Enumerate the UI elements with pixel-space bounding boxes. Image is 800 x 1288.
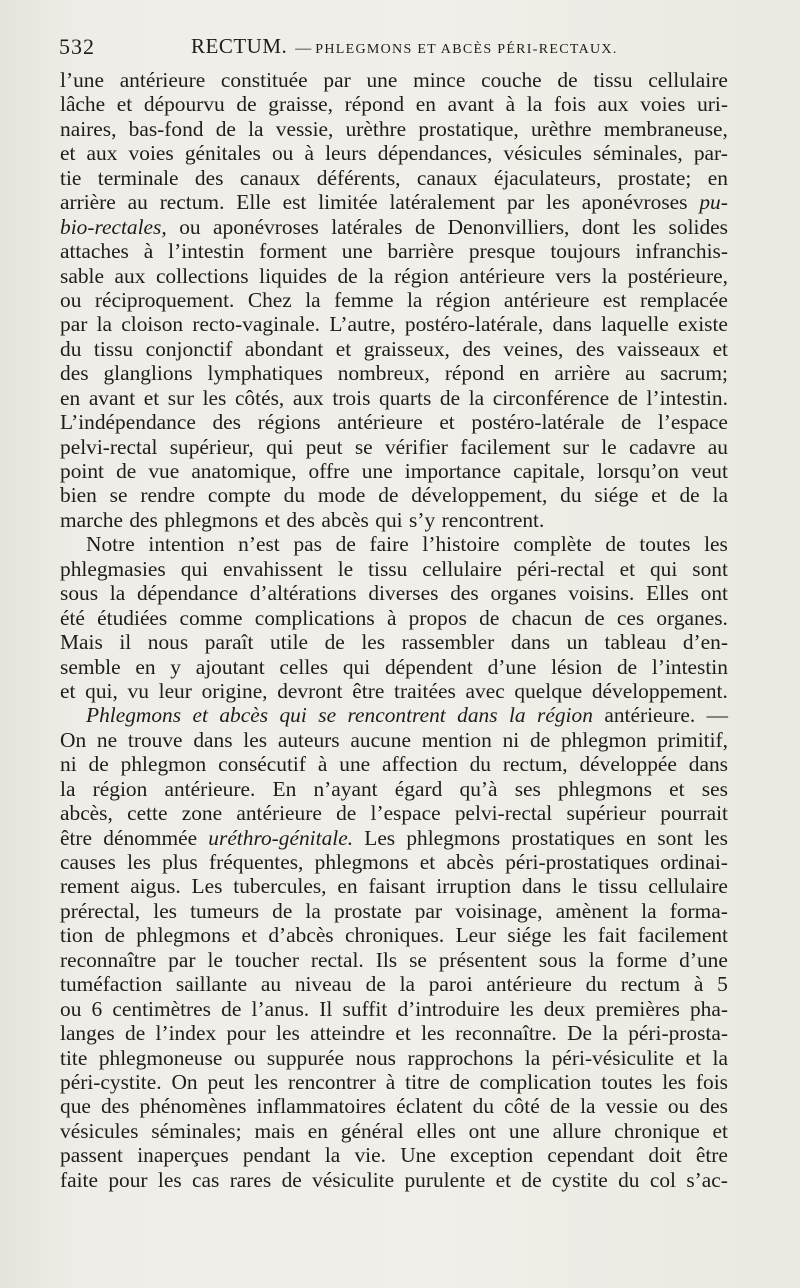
text-line: sous la dépendance d’altérations diverses des organes voisins. Elles ont	[60, 581, 728, 606]
text-line: tie terminale des canaux déférents, canaux éjaculateurs, prostate; en	[60, 165, 728, 190]
text-line: reconnaître par le toucher rectal. Ils se présentent sous la forme d’une	[60, 947, 728, 972]
text-line: tuméfaction saillante au niveau de la paroi antérieure du rectum à 5	[60, 972, 728, 997]
text-line: être dénommée uréthro-génitale. Les phlegmons prostatiques en sont les	[60, 825, 728, 850]
text-line: L’indépendance des régions antérieure et postéro-latérale de l’espace	[60, 410, 728, 435]
text-line: et aux voies génitales ou à leurs dépendances, vésicules séminales, par-	[60, 141, 728, 166]
text-line: Phlegmons et abcès qui se rencontrent dans la région antérieure. —	[86, 703, 728, 728]
text-line: lâche et dépourvu de graisse, répond en avant à la fois aux voies uri-	[60, 92, 728, 117]
text-line: causes les plus fréquentes, phlegmons et abcès péri-prostatiques ordinai-	[60, 850, 728, 874]
text-line: Mais il nous paraît utile de les rassembler dans un tableau d’en-	[60, 630, 728, 655]
text-line: ou réciproquement. Chez la femme la région antérieure est remplacée	[60, 287, 728, 312]
text-line: vésicules séminales; mais en général elles ont une allure chronique et	[60, 1118, 728, 1143]
text-line: été étudiées comme complications à propos de chacun de ces organes.	[60, 605, 728, 630]
body-text	[60, 68, 728, 1192]
text-line: On ne trouve dans les auteurs aucune mention ni de phlegmon primitif,	[60, 727, 728, 752]
text-line: et qui, vu leur origine, devront être traitées avec quelque développement.	[60, 678, 728, 703]
text-line: prérectal, les tumeurs de la prostate par voisinage, amènent la forma-	[60, 898, 728, 923]
running-title	[191, 34, 618, 59]
text-line: péri-cystite. On peut les rencontrer à titre de complication toutes les fois	[60, 1069, 728, 1094]
text-line: pelvi-rectal supérieur, qui peut se vérifier facilement sur le cadavre au	[60, 434, 728, 459]
text-line: rement aigus. Les tubercules, en faisant irruption dans le tissu cellulaire	[60, 874, 728, 899]
text-line: ni de phlegmon consécutif à une affection du rectum, développée dans	[60, 752, 728, 777]
text-line: tite phlegmoneuse ou suppurée nous rapprochons la péri-vésiculite et la	[60, 1045, 728, 1070]
text-line: l’une antérieure constituée par une mince couche de tissu cellulaire	[60, 68, 728, 92]
text-line: en avant et sur les côtés, aux trois quarts de la circonférence de l’intestin.	[60, 385, 728, 410]
text-line: marche des phlegmons et des abcès qui s’y rencontrent.	[60, 507, 545, 532]
text-line: faite pour les cas rares de vésiculite purulente et de cystite du col s’ac-	[60, 1167, 728, 1192]
text-line: la région antérieure. En n’ayant égard qu’à ses phlegmons et ses	[60, 776, 728, 801]
text-line: ou 6 centimètres de l’anus. Il suffit d’introduire les deux premières pha-	[60, 996, 728, 1021]
text-line: du tissu conjonctif abondant et graisseux, des veines, des vaisseaux et	[60, 336, 728, 361]
text-line: des glanglions lymphatiques nombreux, répond en arrière au sacrum;	[60, 361, 728, 386]
text-line: attaches à l’intestin forment une barrière presque toujours infranchis-	[60, 239, 728, 264]
text-line: sable aux collections liquides de la région antérieure vers la postérieure,	[60, 263, 728, 288]
text-line: que des phénomènes inflammatoires éclatent du côté de la vessie ou des	[60, 1094, 728, 1119]
text-line: tion de phlegmons et d’abcès chroniques. Leur siége les fait facilement	[60, 923, 728, 948]
chapter-title: RECTUM.	[191, 34, 288, 58]
text-line: par la cloison recto-vaginale. L’autre, postéro-latérale, dans laquelle existe	[60, 312, 728, 337]
text-line: bio-rectales, ou aponévroses latérales de Denonvilliers, dont les solides	[60, 214, 728, 239]
text-line: point de vue anatomique, offre une importance capitale, lorsqu’on veut	[60, 459, 728, 483]
text-line: abcès, cette zone antérieure de l’espace pelvi-rectal supérieur pourrait	[60, 801, 728, 826]
page-number: 532	[59, 34, 95, 59]
text-line: phlegmasies qui envahissent le tissu cellulaire péri-rectal et qui sont	[60, 556, 728, 581]
running-header	[59, 34, 729, 58]
text-line: bien se rendre compte du mode de développement, du siége et de la	[60, 483, 728, 508]
text-line: passent inaperçues pendant la vie. Une exception cependant doit être	[60, 1143, 728, 1168]
title-separator: —	[295, 40, 312, 57]
text-line: arrière au rectum. Elle est limitée latéralement par les aponévroses pu-	[60, 190, 728, 215]
text-line: langes de l’index pour les atteindre et les reconnaître. De la péri-prosta-	[60, 1021, 728, 1046]
text-line: Notre intention n’est pas de faire l’histoire complète de toutes les	[86, 532, 728, 557]
section-title: PHLEGMONS ET ABCÈS PÉRI-RECTAUX.	[315, 42, 618, 57]
text-line: naires, bas-fond de la vessie, urèthre prostatique, urèthre membraneuse,	[60, 116, 728, 141]
text-line: semble en y ajoutant celles qui dépendent d’une lésion de l’intestin	[60, 654, 728, 679]
